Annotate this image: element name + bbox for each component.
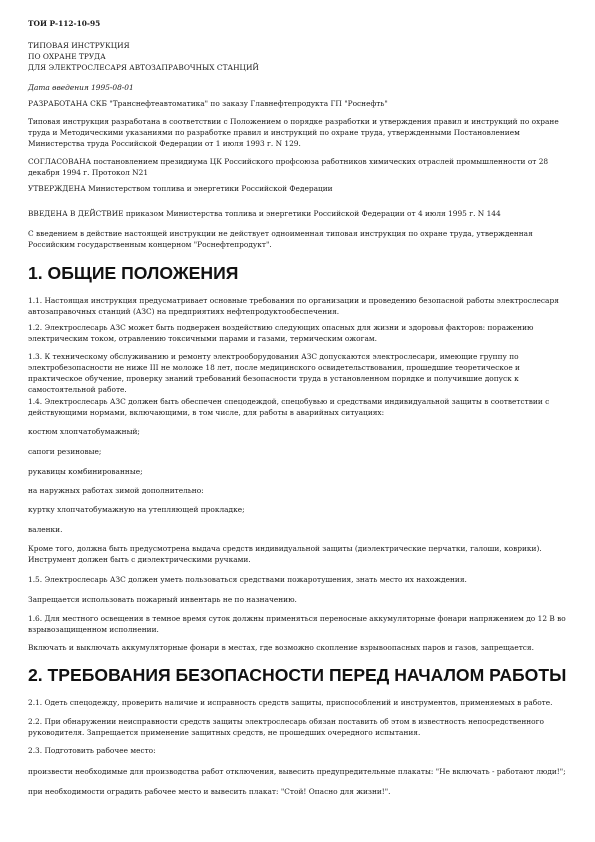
paragraph-2-3-b: при необходимости оградить рабочее место и вывесить плакат: "Стой! Опасно для жизни!". bbox=[28, 787, 391, 796]
enactment-paragraph: С введением в действие настоящей инструкции не действует одноименная типовая инструкция по охране труда, утвержденная Российским государственным концерном "Роснефтепродукт". bbox=[28, 229, 533, 249]
document-title-line-3: ДЛЯ ЭЛЕКТРОСЛЕСАРЯ АВТОЗАПРАВОЧНЫХ СТАНЦИЙ bbox=[28, 63, 259, 72]
paragraph-2-3: 2.3. Подготовить рабочее место: bbox=[28, 746, 156, 755]
section-2-heading: 2. ТРЕБОВАНИЯ БЕЗОПАСНОСТИ ПЕРЕД НАЧАЛОМ РАБОТЫ bbox=[28, 665, 567, 685]
basis-paragraph: Типовая инструкция разработана в соответствии с Положением о порядке разработки и утверждения правил и инструкций по охране труда и Методическими указаниями по разработке правил и инструкций по охране труда, утвержденными Постановлением Министерства труда Российской Федерации от 1 июля 1993 г. N 129. bbox=[28, 117, 559, 148]
paragraph-1-6-tail: Включать и выключать аккумуляторные фонари в местах, где возможно скопление взрывоопасных паров и газов, запрещается. bbox=[28, 643, 534, 652]
paragraph-2-2: 2.2. При обнаружении неисправности средств защиты электрослесарь обязан поставить об этом в известность непосредственного руководителя. Запрещается применение защитных средств, не прошедших очередного испытания. bbox=[28, 717, 544, 737]
paragraph-2-3-a: произвести необходимые для производства работ отключения, вывесить предупредительные плакаты: "Не включать - работают люди!"; bbox=[28, 767, 566, 776]
ppe-item: сапоги резиновые; bbox=[28, 447, 102, 456]
paragraph-1-6: 1.6. Для местного освещения в темное время суток должны применяться переносные аккумуляторные фонари напряжением до 12 В во взрывозащищенном исполнении. bbox=[28, 614, 566, 634]
ppe-item: костюм хлопчатобумажный; bbox=[28, 427, 140, 436]
developed-by: РАЗРАБОТАНА СКБ "Транснефтеавтоматика" по заказу Главнефтепродукта ГП "Роснефть" bbox=[28, 99, 388, 108]
ppe-item: рукавицы комбинированные; bbox=[28, 467, 143, 476]
document-code: ТОИ Р-112-10-95 bbox=[28, 19, 101, 28]
document-title-line-2: ПО ОХРАНЕ ТРУДА bbox=[28, 52, 106, 61]
paragraph-1-5: 1.5. Электрослесарь АЗС должен уметь пользоваться средствами пожаротушения, знать место их нахождения. bbox=[28, 575, 467, 584]
paragraph-2-1: 2.1. Одеть спецодежду, проверить наличие и исправность средств защиты, приспособлений и инструментов, применяемых в работе. bbox=[28, 698, 553, 707]
ppe-item: куртку хлопчатобумажную на утепляющей прокладке; bbox=[28, 505, 245, 514]
ppe-item: валенки. bbox=[28, 525, 63, 534]
paragraph-1-2: 1.2. Электрослесарь АЗС может быть подвержен воздействию следующих опасных для жизни и здоровья факторов: поражению электрическим током, отравлению токсичными парами и газами, термическим ожогам. bbox=[28, 323, 534, 343]
paragraph-1-5-tail: Запрещается использовать пожарный инвентарь не по назначению. bbox=[28, 595, 297, 604]
in-force-paragraph: ВВЕДЕНА В ДЕЙСТВИЕ приказом Министерства топлива и энергетики Российской Федерации от 4 июля 1995 г. N 144 bbox=[28, 209, 501, 218]
paragraph-1-1: 1.1. Настоящая инструкция предусматривает основные требования по организации и проведению безопасной работы электрослесаря автозаправочных станций (АЗС) на предприятиях нефтепродуктообеспечения. bbox=[28, 296, 559, 316]
paragraph-1-4-tail: Кроме того, должна быть предусмотрена выдача средств индивидуальной защиты (диэлектрические перчатки, галоши, коврики). Инструмент должен быть с диэлектрическими ручками. bbox=[28, 544, 542, 564]
approved-paragraph: УТВЕРЖДЕНА Министерством топлива и энергетики Российской Федерации bbox=[28, 184, 333, 193]
paragraph-1-4: 1.4. Электрослесарь АЗС должен быть обеспечен спецодеждой, спецобувью и средствами индивидуальной защиты в соответствии с действующими нормами, включающими, в том числе, для работы в аварийных ситуациях: bbox=[28, 397, 550, 417]
paragraph-1-3: 1.3. К техническому обслуживанию и ремонту электрооборудования АЗС допускаются электрослесари, имеющие группу по электробезопасности не ниже III не моложе 18 лет, после медицинского освидетельствования, прошедшие теоретическое и практическое обучение, проверку знаний требований безопасности труда в установленном порядке и получившие допуск к самостоятельной работе. bbox=[28, 352, 520, 394]
effective-date: Дата введения 1995-08-01 bbox=[28, 83, 134, 92]
agreed-paragraph: СОГЛАСОВАНА постановлением президиума ЦК Российского профсоюза работников химических отраслей промышленности от 28 декабря 1994 г. Протокол N21 bbox=[28, 157, 549, 177]
section-1-heading: 1. ОБЩИЕ ПОЛОЖЕНИЯ bbox=[28, 263, 239, 283]
ppe-item: на наружных работах зимой дополнительно: bbox=[28, 486, 204, 495]
document-title-line-1: ТИПОВАЯ ИНСТРУКЦИЯ bbox=[28, 41, 130, 50]
